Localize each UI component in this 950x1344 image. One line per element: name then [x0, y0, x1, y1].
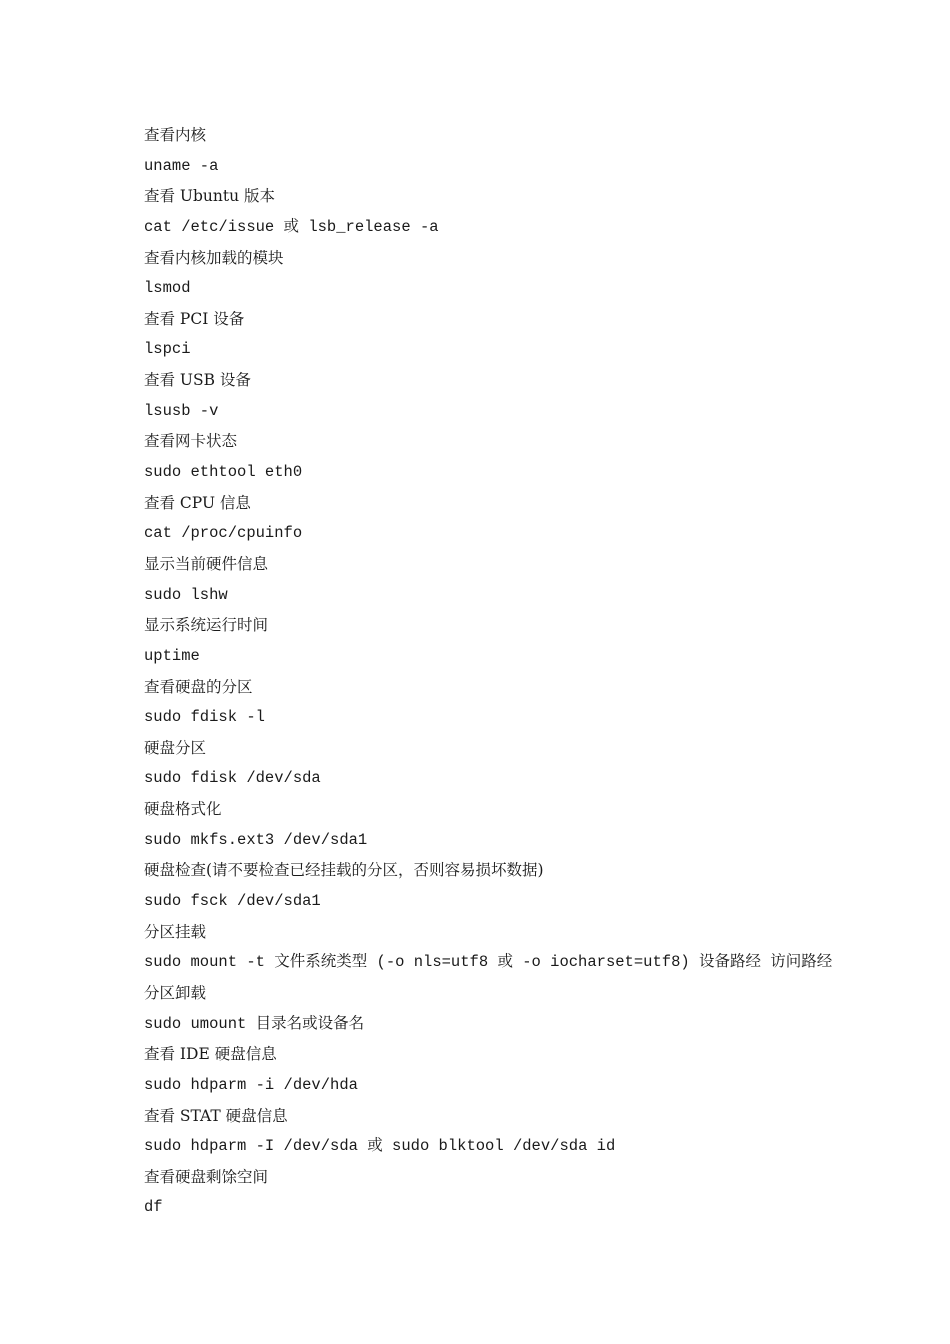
description-line: 分区挂载 [144, 922, 207, 941]
command-line: sudo mount -t 文件系统类型 (-o nls=utf8 或 -o iocharset=utf8) 设备路经 访问路经 [144, 953, 833, 972]
description-line: 查看内核 [144, 126, 207, 144]
command-line: uptime [144, 646, 200, 665]
command-line: cat /etc/issue 或 lsb_release -a [144, 217, 439, 236]
document-body [144, 120, 864, 1223]
description-line: 查看硬盘的分区 [144, 677, 253, 696]
command-line: sudo lshw [144, 585, 228, 604]
description-line: 查看 PCI 设备 [144, 309, 245, 328]
command-line: lsusb -v [144, 401, 219, 420]
description-line: 显示系统运行时间 [144, 616, 269, 635]
command-line: sudo ethtool eth0 [144, 463, 303, 482]
command-line: df [144, 1198, 163, 1217]
command-line: sudo hdparm -i /dev/hda [144, 1075, 358, 1094]
command-line: lspci [144, 340, 191, 359]
description-line: 分区卸载 [144, 983, 207, 1002]
command-line: sudo fsck /dev/sda1 [144, 892, 321, 911]
command-line: sudo fdisk /dev/sda [144, 769, 321, 788]
command-line: sudo hdparm -I /dev/sda 或 sudo blktool /dev/sda id [144, 1137, 616, 1156]
command-line: sudo umount 目录名或设备名 [144, 1014, 365, 1033]
description-line: 查看内核加载的模块 [144, 248, 284, 267]
command-line: sudo fdisk -l [144, 708, 265, 727]
description-line: 硬盘检查(请不要检查已经挂载的分区，否则容易损坏数据) [144, 861, 544, 880]
description-line: 查看 Ubuntu 版本 [144, 187, 276, 206]
description-line: 查看网卡状态 [144, 432, 238, 451]
command-line: cat /proc/cpuinfo [144, 524, 303, 543]
description-line: 查看 CPU 信息 [144, 493, 251, 512]
command-line: sudo mkfs.ext3 /dev/sda1 [144, 830, 368, 849]
command-line: uname -a [144, 156, 219, 175]
description-line: 查看硬盘剩馀空间 [144, 1167, 269, 1186]
command-line: lsmod [144, 279, 191, 298]
description-line: 硬盘分区 [144, 738, 207, 757]
description-line: 查看 USB 设备 [144, 371, 251, 390]
description-line: 查看 STAT 硬盘信息 [144, 1106, 288, 1125]
description-line: 显示当前硬件信息 [144, 554, 269, 573]
description-line: 硬盘格式化 [144, 800, 222, 819]
description-line: 查看 IDE 硬盘信息 [144, 1045, 277, 1064]
